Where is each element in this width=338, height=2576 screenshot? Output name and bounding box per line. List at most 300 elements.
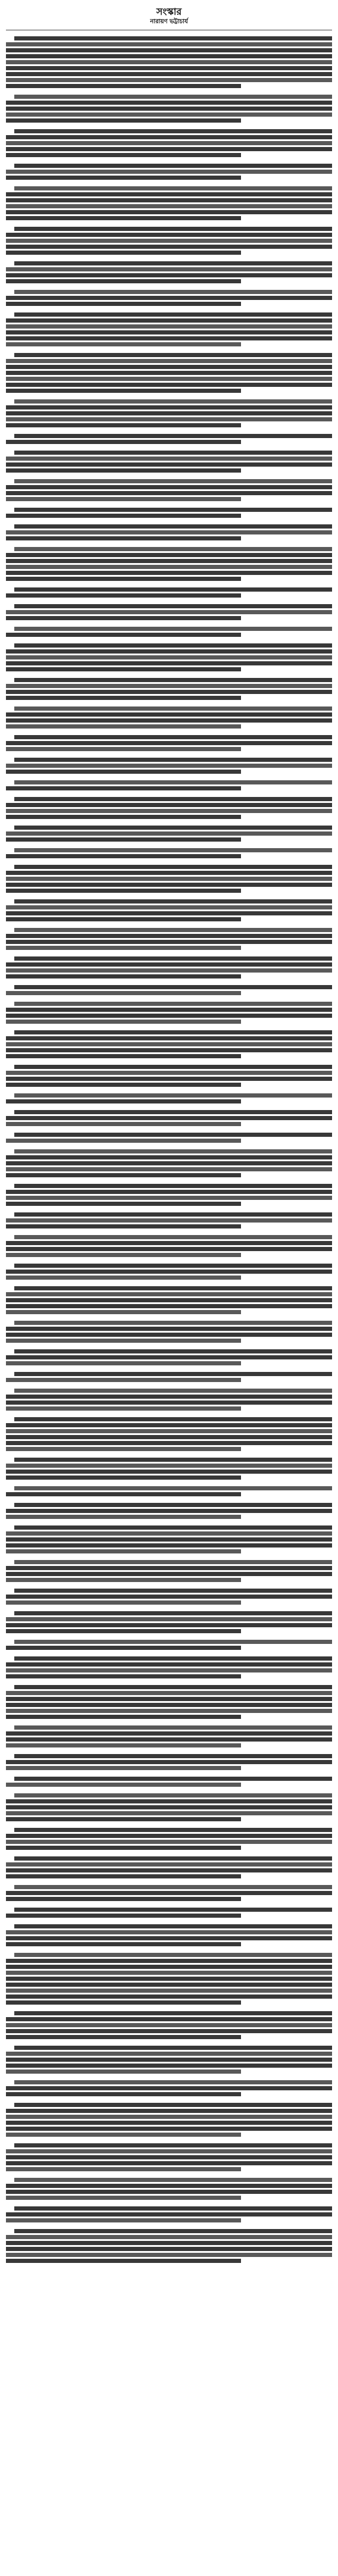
- text-line: [14, 826, 332, 830]
- text-line: [6, 1190, 332, 1194]
- text-line: [6, 417, 332, 421]
- body-paragraph: [6, 434, 332, 444]
- text-line: [14, 1417, 332, 1421]
- paragraph-spacing: [6, 257, 332, 260]
- paragraph-spacing: [6, 1920, 332, 1923]
- text-line: [14, 1924, 332, 1928]
- body-paragraph: [6, 2103, 332, 2137]
- text-line: [6, 889, 241, 893]
- text-line: [6, 1930, 332, 1934]
- paragraph-spacing: [6, 446, 332, 449]
- text-line: [14, 1793, 332, 1797]
- text-line: [6, 696, 241, 700]
- paragraph-spacing: [6, 1680, 332, 1684]
- text-line: [14, 1856, 332, 1861]
- text-line: [14, 1656, 332, 1661]
- body-paragraph: [6, 1002, 332, 1024]
- paragraph-spacing: [6, 1749, 332, 1753]
- text-line: [6, 2052, 332, 2056]
- paragraph-spacing: [6, 1498, 332, 1502]
- text-line: [6, 2000, 241, 2005]
- text-line: [14, 587, 332, 592]
- body-paragraph: [6, 547, 332, 581]
- paragraph-spacing: [6, 1521, 332, 1524]
- paragraph-spacing: [6, 1880, 332, 1884]
- text-line: [6, 1475, 241, 1480]
- text-line: [6, 712, 332, 717]
- text-line: [6, 1077, 332, 1081]
- text-line: [14, 399, 332, 404]
- body-paragraph: [6, 587, 332, 598]
- text-line: [6, 1868, 332, 1872]
- text-line: [14, 2046, 332, 2050]
- text-line: [6, 485, 332, 489]
- paragraph-spacing: [6, 1453, 332, 1456]
- body-paragraph: [6, 1503, 332, 1519]
- text-line: [6, 2149, 332, 2153]
- text-line: [6, 342, 241, 346]
- text-line: [14, 1560, 332, 1564]
- paragraph-spacing: [6, 285, 332, 289]
- text-line: [6, 1122, 241, 1126]
- body-paragraph: [6, 1486, 332, 1496]
- text-line: [14, 1685, 332, 1689]
- text-line: [6, 1139, 241, 1143]
- text-line: [6, 577, 241, 581]
- text-line: [14, 1908, 332, 1912]
- text-line: [6, 66, 332, 70]
- text-line: [6, 411, 332, 415]
- text-line: [6, 559, 332, 563]
- text-line: [6, 1760, 332, 1764]
- text-line: [6, 1447, 241, 1451]
- paragraph-spacing: [6, 1481, 332, 1485]
- paragraph-spacing: [6, 90, 332, 93]
- text-line: [6, 2167, 241, 2171]
- text-line: [6, 1470, 332, 1474]
- text-line: [6, 1531, 332, 1536]
- body-paragraph: [6, 1793, 332, 1821]
- body-paragraph: [6, 1212, 332, 1228]
- body-paragraph: [6, 848, 332, 858]
- text-line: [6, 1766, 241, 1770]
- paragraph-spacing: [6, 2041, 332, 2044]
- text-line: [6, 192, 332, 196]
- text-line: [6, 2023, 332, 2027]
- text-line: [6, 514, 241, 518]
- text-line: [6, 1709, 332, 1713]
- body-paragraph: [6, 2046, 332, 2074]
- text-line: [14, 1828, 332, 1832]
- text-line: [6, 1817, 241, 1821]
- text-line: [6, 84, 241, 88]
- text-line: [6, 153, 241, 157]
- text-line: [6, 1914, 241, 1918]
- text-line: [6, 1202, 241, 1206]
- text-line: [6, 1600, 241, 1605]
- text-line: [6, 1400, 332, 1405]
- text-line: [6, 440, 241, 444]
- story-body: [6, 36, 332, 2268]
- text-line: [6, 940, 332, 944]
- text-line: [6, 1629, 241, 1633]
- text-line: [14, 1486, 332, 1490]
- text-line: [6, 1691, 332, 1695]
- text-line: [6, 655, 332, 659]
- text-line: [6, 462, 332, 467]
- paragraph-spacing: [6, 503, 332, 507]
- text-line: [6, 2253, 332, 2257]
- text-line: [6, 2121, 332, 2125]
- text-line: [6, 1543, 332, 1548]
- text-line: [6, 491, 332, 495]
- text-line: [6, 2115, 332, 2119]
- text-line: [6, 2241, 332, 2245]
- text-line: [6, 1715, 241, 1719]
- body-paragraph: [6, 2229, 332, 2263]
- text-line: [6, 1464, 332, 1468]
- text-line: [6, 2092, 241, 2096]
- text-line: [6, 803, 332, 807]
- paragraph-spacing: [6, 222, 332, 226]
- text-line: [6, 1971, 332, 1975]
- text-line: [14, 1389, 332, 1393]
- text-line: [6, 2161, 332, 2165]
- text-line: [6, 831, 332, 836]
- text-line: [6, 1327, 332, 1331]
- text-line: [6, 1874, 241, 1878]
- text-line: [6, 1196, 332, 1200]
- body-paragraph: [6, 129, 332, 157]
- text-line: [6, 112, 332, 117]
- text-line: [6, 610, 332, 614]
- text-line: [6, 1994, 332, 1999]
- text-line: [6, 1862, 332, 1867]
- text-line: [6, 1054, 241, 1058]
- text-line: [6, 1891, 332, 1895]
- text-line: [6, 2058, 332, 2062]
- text-line: [6, 1674, 241, 1678]
- text-line: [14, 1184, 332, 1188]
- text-line: [6, 2155, 332, 2159]
- paragraph-spacing: [6, 776, 332, 779]
- text-line: [6, 273, 332, 277]
- text-line: [6, 837, 241, 842]
- text-line: [6, 1897, 241, 1901]
- text-line: [6, 1218, 332, 1223]
- paragraph-spacing: [6, 2224, 332, 2228]
- body-paragraph: [6, 956, 332, 978]
- text-line: [6, 809, 332, 813]
- body-paragraph: [6, 1885, 332, 1901]
- text-line: [14, 848, 332, 852]
- body-paragraph: [6, 1924, 332, 1946]
- text-line: [14, 627, 332, 631]
- text-line: [6, 1339, 241, 1343]
- body-paragraph: [6, 227, 332, 255]
- paragraph-spacing: [6, 730, 332, 734]
- text-line: [6, 330, 332, 334]
- text-line: [6, 176, 241, 180]
- text-line: [14, 1286, 332, 1290]
- text-line: [6, 764, 332, 768]
- paragraph-spacing: [6, 1281, 332, 1285]
- text-line: [14, 1372, 332, 1376]
- text-line: [6, 1161, 332, 1165]
- text-line: [6, 1276, 241, 1280]
- paragraph-spacing: [6, 1089, 332, 1092]
- text-line: [6, 359, 332, 363]
- text-line: [6, 204, 332, 208]
- text-line: [6, 2029, 332, 2033]
- paragraph-spacing: [6, 159, 332, 162]
- text-line: [6, 296, 332, 300]
- text-line: [14, 797, 332, 801]
- text-line: [6, 905, 332, 909]
- body-paragraph: [6, 1235, 332, 1257]
- text-line: [14, 1754, 332, 1758]
- body-paragraph: [6, 627, 332, 637]
- text-line: [14, 899, 332, 904]
- text-line: [6, 1662, 332, 1667]
- text-line: [6, 318, 332, 323]
- text-line: [6, 1834, 332, 1838]
- paragraph-spacing: [6, 2202, 332, 2205]
- body-paragraph: [6, 1953, 332, 2005]
- body-paragraph: [6, 1560, 332, 1582]
- paragraph-spacing: [6, 1852, 332, 1855]
- text-line: [14, 524, 332, 529]
- text-line: [6, 724, 241, 729]
- body-paragraph: [6, 735, 332, 751]
- body-paragraph: [6, 1065, 332, 1087]
- text-line: [14, 1002, 332, 1006]
- text-line: [14, 353, 332, 357]
- body-paragraph: [6, 2206, 332, 2222]
- text-line: [6, 405, 332, 409]
- text-line: [14, 985, 332, 989]
- body-paragraph: [6, 758, 332, 774]
- text-line: [14, 1458, 332, 1462]
- text-line: [14, 547, 332, 551]
- text-line: [6, 1595, 332, 1599]
- text-line: [6, 2212, 332, 2217]
- paragraph-spacing: [6, 923, 332, 927]
- paragraph-spacing: [6, 997, 332, 1001]
- paragraph-spacing: [6, 1026, 332, 1029]
- text-line: [6, 991, 241, 995]
- paragraph-spacing: [6, 2265, 332, 2268]
- text-line: [6, 2127, 332, 2131]
- text-line: [6, 336, 332, 340]
- paragraph-spacing: [6, 1584, 332, 1587]
- text-line: [14, 1349, 332, 1353]
- text-line: [14, 1264, 332, 1268]
- text-line: [6, 1241, 332, 1245]
- text-line: [6, 1697, 332, 1701]
- text-line: [6, 198, 332, 202]
- text-line: [14, 290, 332, 294]
- text-line: [6, 1537, 332, 1542]
- text-line: [6, 1008, 332, 1012]
- text-line: [14, 312, 332, 317]
- body-paragraph: [6, 95, 332, 123]
- text-line: [6, 1743, 241, 1747]
- paragraph-spacing: [6, 702, 332, 705]
- text-line: [14, 2229, 332, 2233]
- body-paragraph: [6, 899, 332, 921]
- text-line: [6, 497, 241, 501]
- text-line: [6, 1549, 241, 1553]
- text-line: [6, 934, 332, 938]
- paragraph-spacing: [6, 980, 332, 984]
- paragraph-spacing: [6, 1412, 332, 1416]
- body-paragraph: [6, 643, 332, 671]
- paragraph-spacing: [6, 583, 332, 586]
- text-line: [14, 434, 332, 438]
- body-paragraph: [6, 2143, 332, 2171]
- text-line: [6, 871, 332, 875]
- text-line: [14, 129, 332, 133]
- text-line: [6, 946, 241, 950]
- story-title: সংস্কার: [156, 6, 182, 17]
- text-line: [6, 1304, 332, 1308]
- paragraph-spacing: [6, 1259, 332, 1262]
- paragraph-spacing: [6, 673, 332, 677]
- body-paragraph: [6, 1184, 332, 1206]
- paragraph-spacing: [6, 1555, 332, 1559]
- text-line: [14, 604, 332, 608]
- paragraph-spacing: [6, 2139, 332, 2142]
- text-line: [6, 536, 241, 540]
- text-line: [6, 48, 332, 52]
- text-line: [6, 1167, 332, 1171]
- text-line: [6, 60, 332, 64]
- text-line: [6, 365, 332, 369]
- text-line: [6, 389, 241, 393]
- text-line: [14, 1235, 332, 1239]
- text-line: [6, 684, 332, 688]
- text-line: [6, 1578, 241, 1582]
- text-line: [6, 718, 332, 723]
- text-line: [14, 735, 332, 739]
- text-line: [6, 1020, 241, 1024]
- paragraph-spacing: [6, 1903, 332, 1906]
- text-line: [6, 371, 332, 375]
- text-line: [6, 1253, 241, 1257]
- text-line: [6, 1983, 332, 1987]
- text-line: [6, 383, 332, 387]
- text-line: [14, 1149, 332, 1153]
- text-line: [6, 1799, 332, 1803]
- text-line: [6, 1959, 332, 1963]
- paragraph-spacing: [6, 2173, 332, 2177]
- body-paragraph: [6, 164, 332, 180]
- body-paragraph: [6, 1525, 332, 1553]
- body-paragraph: [6, 678, 332, 700]
- text-line: [6, 616, 241, 620]
- text-line: [6, 2259, 241, 2263]
- text-line: [6, 118, 241, 123]
- text-line: [6, 377, 332, 381]
- text-line: [6, 1292, 332, 1296]
- text-line: [14, 1725, 332, 1730]
- text-line: [14, 227, 332, 231]
- text-line: [14, 678, 332, 682]
- body-paragraph: [6, 1828, 332, 1850]
- text-line: [6, 1395, 332, 1399]
- paragraph-spacing: [6, 895, 332, 898]
- paragraph-spacing: [6, 639, 332, 642]
- text-line: [14, 2143, 332, 2147]
- text-line: [6, 1703, 332, 1707]
- body-paragraph: [6, 36, 332, 88]
- text-line: [14, 36, 332, 40]
- text-line: [6, 854, 241, 858]
- text-line: [6, 1224, 241, 1228]
- body-paragraph: [6, 706, 332, 729]
- text-line: [6, 1333, 332, 1337]
- text-line: [6, 1423, 332, 1427]
- text-line: [6, 1668, 332, 1672]
- text-line: [6, 2069, 241, 2074]
- text-line: [6, 1083, 241, 1087]
- body-paragraph: [6, 1030, 332, 1058]
- text-line: [6, 1566, 332, 1570]
- paragraph-spacing: [6, 1789, 332, 1792]
- text-line: [6, 1071, 332, 1075]
- paragraph-spacing: [6, 1823, 332, 1827]
- text-line: [6, 1406, 241, 1411]
- text-line: [6, 72, 332, 76]
- text-line: [6, 1942, 241, 1946]
- text-line: [6, 1509, 332, 1513]
- paragraph-spacing: [6, 1367, 332, 1371]
- text-line: [6, 1014, 332, 1018]
- text-line: [6, 2086, 332, 2090]
- text-line: [6, 1355, 332, 1359]
- text-line: [6, 571, 332, 575]
- paragraph-spacing: [6, 1316, 332, 1320]
- text-line: [6, 1036, 332, 1040]
- body-paragraph: [6, 353, 332, 393]
- text-line: [6, 1298, 332, 1302]
- body-paragraph: [6, 1093, 332, 1103]
- text-line: [6, 1155, 332, 1159]
- text-line: [14, 261, 332, 265]
- paragraph-spacing: [6, 182, 332, 185]
- text-line: [6, 1977, 332, 1981]
- text-line: [6, 423, 241, 427]
- body-paragraph: [6, 186, 332, 220]
- paragraph-spacing: [6, 792, 332, 796]
- paragraph-spacing: [6, 599, 332, 603]
- paragraph-spacing: [6, 1230, 332, 1234]
- text-line: [14, 1133, 332, 1137]
- text-line: [14, 2178, 332, 2182]
- text-line: [6, 786, 241, 790]
- text-line: [6, 962, 332, 967]
- body-paragraph: [6, 1133, 332, 1143]
- body-paragraph: [6, 1372, 332, 1382]
- text-line: [6, 1731, 332, 1736]
- text-line: [6, 2218, 241, 2222]
- paragraph-spacing: [6, 622, 332, 626]
- text-line: [6, 667, 241, 671]
- text-line: [6, 553, 332, 557]
- text-line: [14, 1030, 332, 1034]
- paragraph-spacing: [6, 429, 332, 433]
